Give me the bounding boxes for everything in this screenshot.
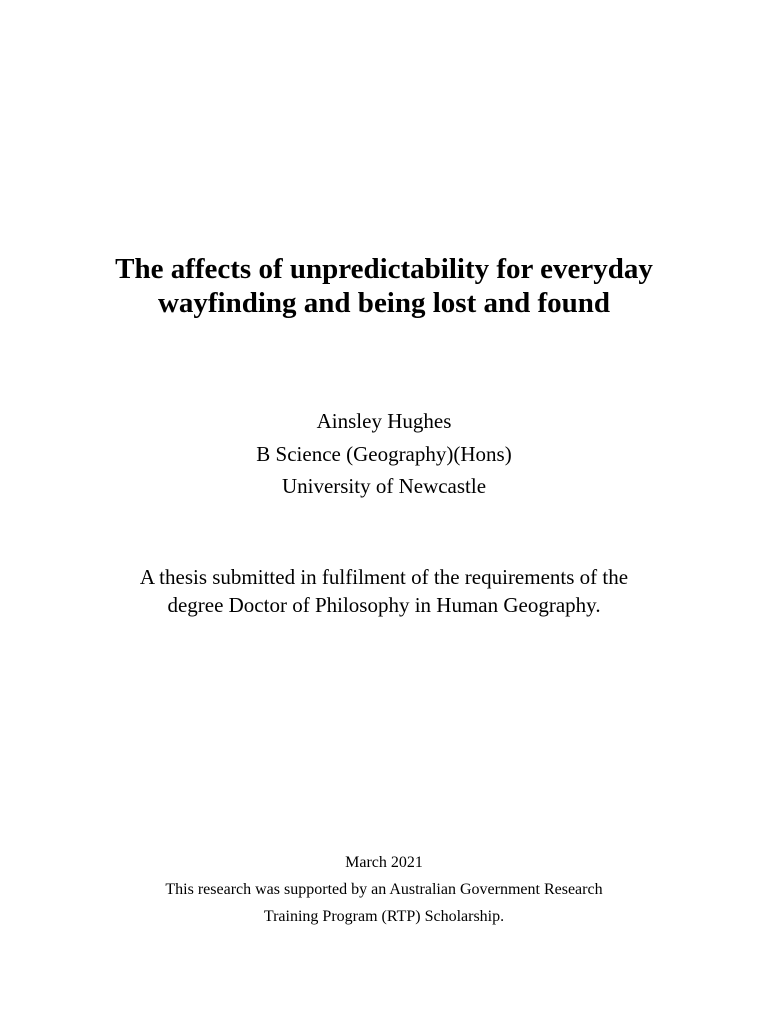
thesis-title-line-2: wayfinding and being lost and found — [157, 287, 611, 319]
author-name: Ainsley Hughes — [316, 409, 452, 433]
funding-acknowledgement-line-1: This research was supported by an Australian Government Research — [165, 881, 603, 898]
submission-date: March 2021 — [345, 854, 423, 871]
thesis-title-line-1: The affects of unpredictability for everyday — [115, 253, 653, 285]
thesis-statement — [0, 563, 768, 619]
author-info — [0, 405, 768, 503]
thesis-statement-line-2: degree Doctor of Philosophy in Human Geography. — [167, 593, 601, 617]
thesis-title — [0, 252, 768, 320]
author-institution: University of Newcastle — [281, 474, 487, 498]
page-footer — [0, 849, 768, 930]
author-degree: B Science (Geography)(Hons) — [256, 441, 512, 466]
funding-acknowledgement-line-2: Training Program (RTP) Scholarship. — [263, 908, 505, 925]
thesis-statement-line-1: A thesis submitted in fulfilment of the requirements of the — [139, 565, 629, 589]
